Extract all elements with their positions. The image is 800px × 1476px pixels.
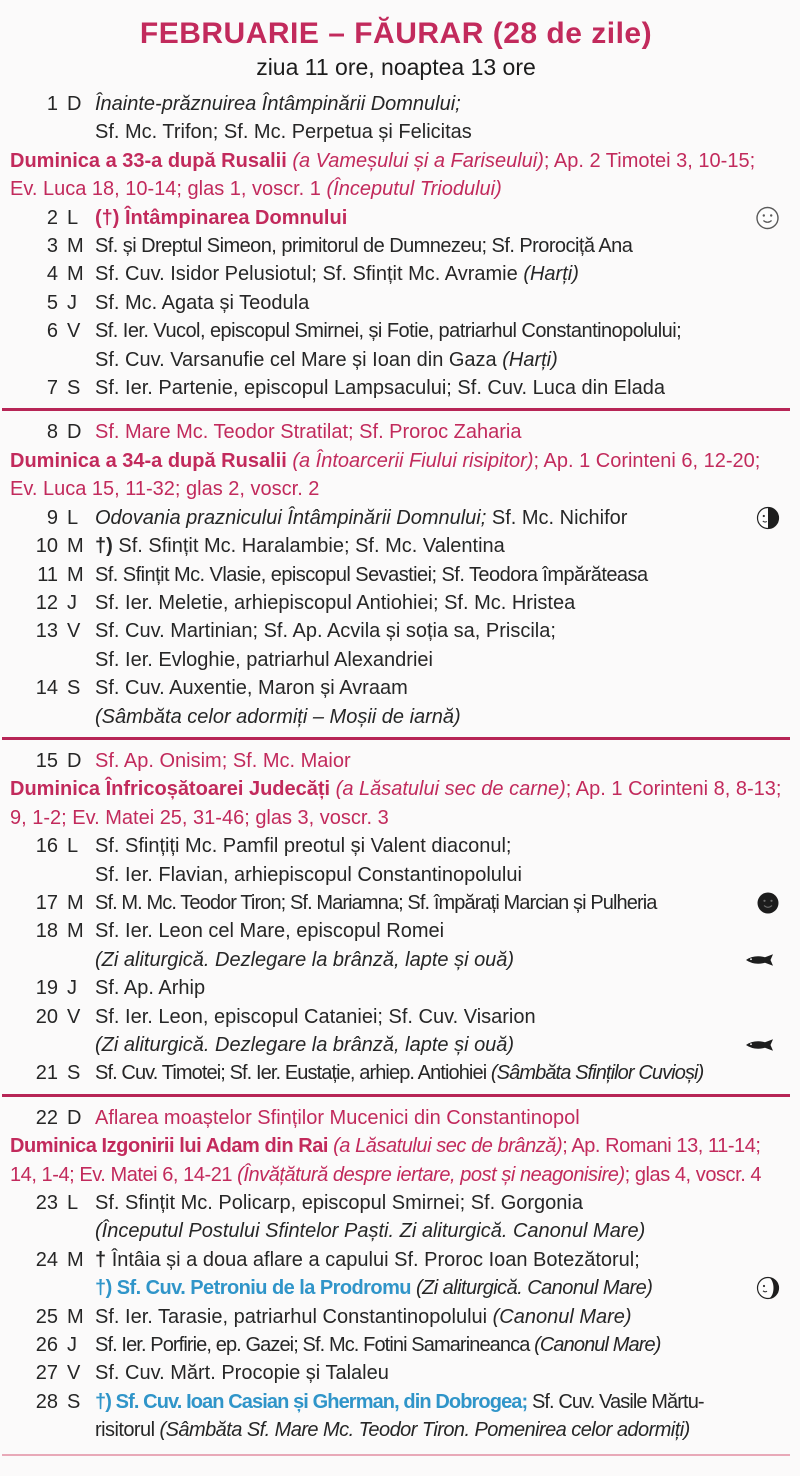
entry-line	[95, 374, 792, 402]
calendar-entry	[0, 832, 792, 889]
day-letter: D	[67, 749, 82, 772]
calendar-entry	[0, 589, 792, 617]
text-segment: Sf. Ier. Flavian, arhiepiscopul Constantinopolului	[95, 863, 522, 886]
calendar-entry	[0, 1104, 792, 1132]
text-segment: (Învățătură despre iertare, post și neagonisire)	[237, 1163, 625, 1186]
text-segment: Sf. Ier. Evloghie, patriarhul Alexandriei	[95, 648, 433, 671]
new-moon-icon	[756, 891, 780, 915]
entry-line	[95, 1416, 792, 1444]
entry-text	[95, 317, 792, 374]
calendar-entry	[0, 232, 792, 260]
entry-line	[95, 703, 792, 731]
calendar-entry	[0, 747, 792, 775]
sunday-heading	[10, 447, 788, 504]
entry-text	[95, 832, 792, 889]
text-segment: Sf. și Dreptul Simeon, primitorul de Dumnezeu; Sf. Prorociță Ana	[95, 235, 633, 258]
day-letter: L	[67, 835, 79, 858]
entry-text	[95, 589, 792, 617]
day-number: 8	[46, 421, 58, 444]
entry-line	[95, 646, 792, 674]
section-divider	[2, 408, 790, 411]
entry-line	[95, 1104, 792, 1132]
text-segment: Sf. Cuv. Auxentie, Maron și Avraam	[95, 677, 408, 700]
day-number: 24	[35, 1248, 58, 1271]
day-letter: D	[67, 421, 82, 444]
day-letter: S	[67, 677, 81, 700]
calendar-entry	[0, 1059, 792, 1087]
entry-text	[95, 1104, 792, 1132]
calendar-entry	[0, 1003, 792, 1060]
text-segment: risitorul	[95, 1419, 160, 1442]
entry-text	[95, 917, 792, 974]
text-segment: Sf. Ier. Meletie, arhiepiscopul Antiohiei; Sf. Mc. Hristea	[95, 591, 576, 614]
day-number: 3	[46, 235, 58, 258]
day-letter: M	[67, 535, 84, 558]
text-segment: Sf. Mc. Nichifor	[486, 506, 628, 529]
day-letter: M	[67, 891, 84, 914]
text-segment: Duminica Înfricoșătoarei Judecăți	[10, 778, 336, 801]
entry-line	[95, 317, 792, 345]
text-segment: (Zi aliturgică. Dezlegare la brânză, lapte și ouă)	[95, 948, 515, 971]
calendar-entry	[0, 90, 792, 147]
entry-text	[95, 1331, 792, 1359]
day-letter: S	[67, 1062, 81, 1085]
day-number: 11	[37, 563, 58, 586]
text-segment: ; Ap. 1 Corinteni 8, 8-13; 9, 1-2; Ev. Matei 25, 31-46; glas 3, voscr. 3	[10, 778, 782, 829]
day-number: 15	[35, 749, 58, 772]
text-segment: (Zi aliturgică. Canonul Mare)	[415, 1277, 653, 1300]
last-quarter-moon-icon	[756, 506, 780, 530]
day-number: 13	[35, 620, 58, 643]
day-number: 28	[35, 1390, 58, 1413]
day-letter: V	[67, 620, 81, 643]
day-number: 21	[35, 1062, 58, 1085]
entry-line	[95, 232, 792, 260]
calendar-entry	[0, 504, 792, 532]
text-segment: Duminica a 33-a după Rusalii	[10, 149, 293, 172]
text-segment: †)	[95, 535, 113, 558]
entry-line	[95, 974, 792, 1002]
text-segment: (Harți)	[523, 263, 579, 286]
entry-line	[95, 1388, 792, 1416]
entry-line	[95, 289, 792, 317]
entry-line	[95, 1059, 792, 1087]
sunday-heading	[10, 1132, 788, 1189]
calendar-entry	[0, 1303, 792, 1331]
calendar-entry	[0, 617, 792, 674]
calendar-entry	[0, 1189, 792, 1246]
text-segment: Sf. Ier. Porfirie, ep. Gazei; Sf. Mc. Fotini Samarineanca	[95, 1334, 535, 1357]
calendar-entry	[0, 1359, 792, 1387]
text-segment: Sf. Sfințit Mc. Policarp, episcopul Smirnei; Sf. Gorgonia	[95, 1192, 583, 1215]
entry-line	[95, 1003, 792, 1031]
entry-text	[95, 532, 792, 560]
entry-line	[95, 1031, 792, 1059]
text-segment: Sf. Ier. Tarasie, patriarhul Constantinopolului	[95, 1305, 493, 1328]
text-segment: Sf. Cuv. Varsanufie cel Mare și Ioan din Gaza	[95, 348, 503, 371]
text-segment: Sf. Mare Mc. Teodor Stratilat; Sf. Proroc Zaharia	[95, 421, 522, 444]
day-letter: M	[67, 1248, 84, 1271]
day-letter: J	[67, 591, 77, 614]
entry-line	[95, 1274, 792, 1302]
day-number: 26	[35, 1334, 58, 1357]
text-segment: (Sâmbăta Sfinților Cuvioși)	[490, 1062, 704, 1085]
text-segment: (Harți)	[502, 348, 558, 371]
entry-line	[95, 1303, 792, 1331]
entry-text	[95, 418, 792, 446]
text-segment: ; glas 4, voscr. 4	[624, 1163, 762, 1186]
entry-line	[95, 674, 792, 702]
text-segment: Sf. Ap. Onisim; Sf. Mc. Maior	[95, 749, 351, 772]
entry-line	[95, 418, 792, 446]
calendar-entry	[0, 1246, 792, 1303]
text-segment: Sf. Cuv. Martinian; Sf. Ap. Acvila și soția sa, Priscila;	[95, 620, 556, 643]
entry-line	[95, 617, 792, 645]
text-segment: (a Lăsatului sec de brânză)	[333, 1135, 563, 1158]
section-divider	[2, 1454, 790, 1456]
entry-line	[95, 346, 792, 374]
fish-icon	[744, 1038, 780, 1052]
entry-text	[95, 1189, 792, 1246]
entry-line	[95, 861, 792, 889]
day-letter: M	[67, 1305, 84, 1328]
entry-line	[95, 1359, 792, 1387]
text-segment: Sf. M. Mc. Teodor Tiron; Sf. Mariamna; Sf. împărați Marcian și Pulheria	[95, 891, 657, 914]
calendar-entry	[0, 260, 792, 288]
text-segment: Sf. Cuv. Timotei; Sf. Ier. Eustație, arhiep. Antiohiei	[95, 1062, 491, 1085]
text-segment: ; Ap. 2 Timotei 3, 10-15; Ev. Luca 18, 10-14; glas 1, voscr. 1	[10, 149, 756, 201]
calendar-rows	[0, 90, 792, 1456]
text-segment: (Zi aliturgică. Dezlegare la brânză, lapte și ouă)	[95, 1034, 515, 1056]
day-number: 14	[35, 677, 58, 700]
day-letter: D	[67, 93, 82, 115]
text-segment: Sf. Mc. Trifon; Sf. Mc. Perpetua și Felicitas	[95, 121, 472, 144]
entry-text	[95, 974, 792, 1002]
day-letter: J	[67, 291, 77, 314]
text-segment: Sf. Sfințiți Mc. Pamfil preotul și Valent diaconul;	[95, 835, 512, 858]
page-title: FEBRUARIE – FĂURAR (28 de zile)	[139, 17, 653, 50]
day-letter: L	[67, 506, 79, 529]
text-segment: (Începutul Triodului)	[326, 178, 502, 201]
entry-text	[95, 289, 792, 317]
text-segment: (a Întoarcerii Fiului risipitor)	[292, 449, 534, 472]
calendar-entry	[0, 561, 792, 589]
text-segment: Sf. Mc. Agata și Teodula	[95, 291, 310, 314]
text-segment: ; Ap. Romani 13, 11-14; 14, 1-4; Ev. Matei 6, 14-21	[10, 1135, 761, 1186]
entry-line	[95, 1189, 792, 1217]
text-segment: †) Sf. Cuv. Ioan Casian și Gherman, din Dobrogea;	[95, 1390, 528, 1413]
day-number: 19	[35, 977, 58, 1000]
page-subtitle: ziua 11 ore, noaptea 13 ore	[256, 54, 536, 80]
text-segment: Întâia și a doua aflare a capului Sf. Proroc Ioan Botezătorul;	[111, 1248, 640, 1271]
calendar-entry	[0, 889, 792, 917]
text-segment: (Sâmbăta Sf. Mare Mc. Teodor Tiron. Pomenirea celor adormiți)	[159, 1419, 690, 1442]
day-letter: M	[67, 235, 84, 258]
entry-text	[95, 260, 792, 288]
entry-line	[95, 889, 792, 917]
text-segment: Sf. Sfințit Mc. Haralambie; Sf. Mc. Valentina	[112, 535, 505, 558]
calendar-entry	[0, 532, 792, 560]
entry-text	[95, 674, 792, 731]
text-segment: †) Sf. Cuv. Petroniu de la Prodromu	[95, 1277, 416, 1300]
day-letter: V	[67, 1362, 81, 1385]
text-segment: Sf. Cuv. Isidor Pelusiotul; Sf. Sfințit Mc. Avramie	[95, 263, 524, 286]
entry-line	[95, 747, 792, 775]
text-segment: ; Ap. 1 Corinteni 6, 12-20; Ev. Luca 15, 11-32; glas 2, voscr. 2	[10, 449, 761, 501]
day-letter: L	[67, 1192, 79, 1215]
entry-line	[95, 260, 792, 288]
day-letter: S	[67, 377, 81, 400]
entry-line	[95, 946, 792, 974]
text-segment: (†) Întâmpinarea Domnului	[95, 206, 348, 229]
text-segment: (a Lăsatului sec de carne)	[335, 778, 566, 801]
text-segment: Sf. Cuv. Mărt. Procopie și Talaleu	[95, 1362, 389, 1385]
entry-text	[95, 1303, 792, 1331]
section-divider	[2, 737, 790, 740]
page-header	[0, 16, 792, 83]
entry-line	[95, 589, 792, 617]
day-number: 20	[35, 1005, 58, 1028]
entry-line	[95, 561, 792, 589]
text-segment: (Începutul Postului Sfintelor Paști. Zi aliturgică. Canonul Mare)	[95, 1220, 646, 1243]
text-segment: Sf. Ier. Partenie, episcopul Lampsacului; Sf. Cuv. Luca din Elada	[95, 377, 665, 400]
text-segment: Odovania praznicului Întâmpinării Domnului;	[95, 506, 487, 529]
text-segment: Duminica a 34-a după Rusalii	[10, 449, 293, 472]
text-segment: Duminica Izgonirii lui Adam din Rai	[10, 1135, 334, 1158]
text-segment: Sf. Ier. Leon cel Mare, episcopul Romei	[95, 920, 445, 943]
day-number: 6	[46, 320, 58, 343]
calendar-entry	[0, 418, 792, 446]
entry-line	[95, 1217, 792, 1245]
sunday-heading	[10, 775, 788, 832]
entry-line	[95, 118, 792, 146]
day-number: 27	[35, 1362, 58, 1385]
fish-icon	[744, 953, 780, 967]
text-segment: †	[95, 1248, 112, 1271]
text-segment: Sf. Ier. Leon, episcopul Cataniei; Sf. Cuv. Visarion	[95, 1005, 536, 1028]
text-segment: (a Vameșului și a Fariseului)	[292, 149, 544, 172]
text-segment: (Canonul Mare)	[492, 1305, 632, 1328]
entry-text	[95, 561, 792, 589]
day-letter: V	[67, 1005, 81, 1028]
calendar-entry	[0, 1331, 792, 1359]
entry-line	[95, 532, 792, 560]
day-letter: M	[67, 563, 84, 586]
calendar-entry	[0, 974, 792, 1002]
calendar-entry	[0, 374, 792, 402]
day-letter: M	[67, 263, 84, 286]
entry-line	[95, 832, 792, 860]
calendar-entry	[0, 289, 792, 317]
entry-line	[95, 90, 792, 118]
entry-line	[95, 1246, 792, 1274]
entry-text	[95, 504, 792, 532]
day-letter: S	[67, 1390, 81, 1413]
entry-text	[95, 204, 792, 232]
day-number: 23	[35, 1192, 58, 1215]
calendar-entry	[0, 317, 792, 374]
day-number: 4	[46, 263, 58, 286]
day-number: 2	[46, 206, 58, 229]
text-segment: (Sâmbăta celor adormiți – Moșii de iarnă)	[95, 705, 461, 728]
entry-line	[95, 504, 792, 532]
sunday-heading	[10, 147, 788, 204]
day-number: 7	[46, 377, 58, 400]
full-moon-icon	[755, 205, 780, 230]
day-number: 9	[46, 506, 58, 529]
entry-text	[95, 1003, 792, 1060]
calendar-entry	[0, 917, 792, 974]
day-letter: D	[67, 1106, 82, 1129]
entry-text	[95, 374, 792, 402]
text-segment: (Canonul Mare)	[534, 1334, 661, 1357]
text-segment: Aflarea moaștelor Sfinților Mucenici din Constantinopol	[95, 1106, 580, 1129]
entry-text	[95, 232, 792, 260]
calendar-entry	[0, 204, 792, 232]
day-number: 16	[35, 835, 58, 858]
calendar-entry	[0, 1388, 792, 1445]
entry-text	[95, 1388, 792, 1445]
day-letter: V	[67, 320, 81, 343]
text-segment: Sf. Cuv. Vasile Mărtu-	[527, 1390, 704, 1413]
day-letter: L	[67, 206, 79, 229]
day-number: 12	[35, 591, 58, 614]
day-number: 10	[35, 535, 58, 558]
entry-line	[95, 204, 792, 232]
entry-text	[95, 90, 792, 147]
day-number: 25	[35, 1305, 58, 1328]
text-segment: Înainte-prăznuirea Întâmpinării Domnului;	[95, 93, 461, 115]
day-letter: J	[67, 1334, 77, 1357]
text-segment: Sf. Sfințit Mc. Vlasie, episcopul Sevastiei; Sf. Teodora împărăteasa	[95, 563, 648, 586]
day-number: 5	[46, 291, 58, 314]
entry-text	[95, 889, 792, 917]
entry-line	[95, 917, 792, 945]
entry-text	[95, 1246, 792, 1303]
entry-text	[95, 747, 792, 775]
entry-line	[95, 1331, 792, 1359]
day-letter: J	[67, 977, 77, 1000]
text-segment: Sf. Ap. Arhip	[95, 977, 206, 1000]
first-quarter-moon-icon	[756, 1276, 780, 1300]
day-letter: M	[67, 920, 84, 943]
text-segment: Sf. Ier. Vucol, episcopul Smirnei, și Fotie, patriarhul Constantinopolului;	[95, 320, 682, 343]
calendar-entry	[0, 674, 792, 731]
day-number: 18	[35, 920, 58, 943]
day-number: 1	[46, 93, 58, 115]
entry-text	[95, 617, 792, 674]
entry-text	[95, 1059, 792, 1087]
section-divider	[2, 1094, 790, 1097]
entry-text	[95, 1359, 792, 1387]
day-number: 22	[35, 1106, 58, 1129]
day-number: 17	[35, 891, 58, 914]
